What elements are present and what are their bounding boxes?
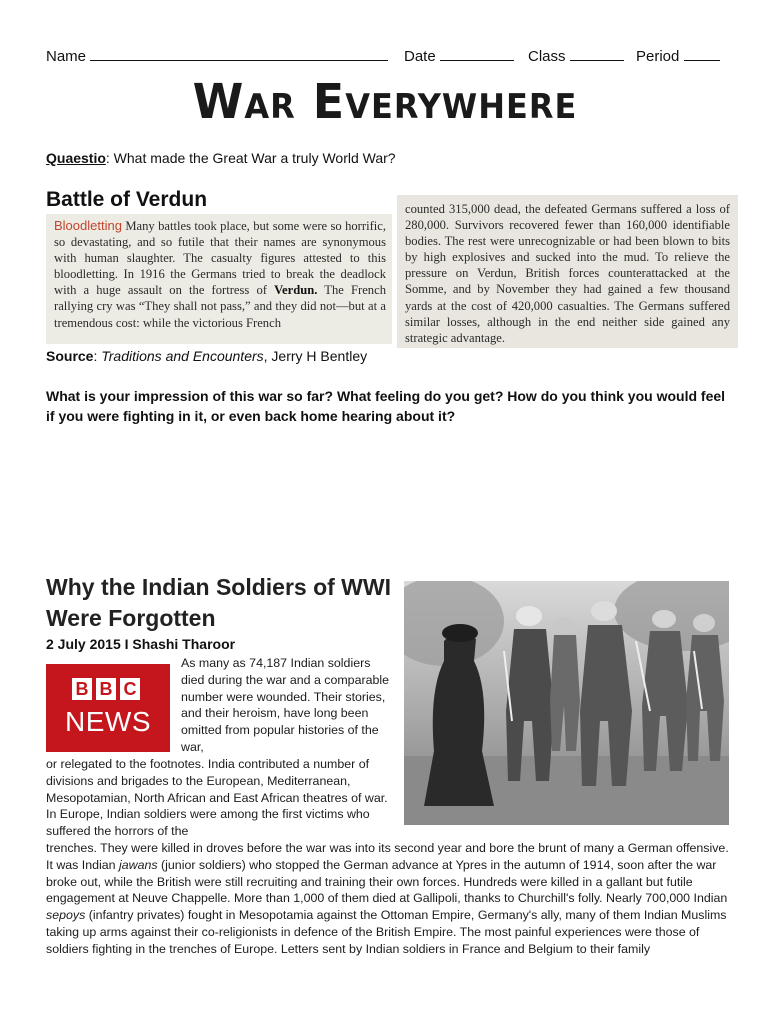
class-field (528, 46, 624, 65)
page-title: War Everywhere (192, 72, 578, 130)
article-paragraph-1: As many as 74,187 Indian soldiers died during the war and a comparable number were wounded. Their stories, and their heroism, have long been omitted from popular histories of the war, (181, 656, 390, 754)
article-paragraph-3 (46, 840, 731, 958)
indian-soldiers-photo (404, 581, 729, 825)
textbook-excerpt-right: counted 315,000 dead, the defeated Germans suffered a loss of 280,000. Survivors recovered fewer than 160,000 identifiable bodies. The rest were unrecognizable or had been blown to bits by high explosives and sucked into the mud. To relieve the pressure on Verdun, British forces counterattacked at the Somme, and by November they had gained a few thousand yards at the cost of 420,000 casualties. The Germans suffered similar losses, although in the end neither side gained any strategic advantage. (397, 195, 738, 348)
name-blank[interactable] (90, 46, 388, 61)
date-label: Date (404, 48, 436, 65)
bbc-logo-letter: B (96, 678, 116, 700)
para-3-text-a: trenches. They were killed in droves before the war was into its second year and bore the brunt of many a German offensive. It was Indian (46, 841, 729, 872)
bloodletting-keyword: Bloodletting (54, 218, 122, 233)
article-byline: 2 July 2015 I Shashi Tharoor (46, 636, 236, 652)
bbc-logo-letter: B (72, 678, 92, 700)
source-citation (46, 348, 367, 364)
date-field (404, 46, 514, 65)
source-colon: : (93, 348, 102, 364)
quaestio (46, 150, 396, 166)
class-label: Class (528, 48, 566, 65)
period-blank[interactable] (684, 46, 720, 61)
verdun-heading: Battle of Verdun (46, 188, 208, 211)
quaestio-label: Quaestio (46, 150, 106, 166)
impression-question: What is your impression of this war so far? What feeling do you get? How do you think you would feel if you were fighting in it, or even back home hearing about it? (46, 388, 726, 424)
soldiers-photo-illustration (404, 581, 729, 825)
bbc-logo-news: NEWS (65, 706, 151, 737)
article-paragraph-2: or relegated to the footnotes. India contributed a number of divisions and brigades to the European, Mediterranean, Mesopotamian, North African and East African theatres of war. In Europe, Indian soldiers were among the first victims who suffered the horrors of the (46, 757, 388, 839)
class-blank[interactable] (570, 46, 624, 61)
period-field (636, 46, 720, 65)
source-label: Source (46, 348, 94, 364)
period-label: Period (636, 48, 680, 65)
sepoys-term: sepoys (46, 908, 86, 923)
bbc-news-logo (46, 664, 170, 752)
excerpt-left-text-2: The French rallying cry was “They shall not pass,” and they did not—but at a tremendous cost: while the victorious French (54, 283, 386, 330)
date-blank[interactable] (440, 46, 514, 61)
quaestio-text: : What made the Great War a truly World War? (105, 150, 396, 166)
name-label: Name (46, 48, 87, 65)
verdun-bold: Verdun. (274, 283, 318, 298)
para-3-text-b: (junior soldiers) who stopped the German advance at Ypres in the autumn of 1914, soon after the war broke out, while the British were still recruiting and training their own forces. Hundreds were killed in a gallant but futile engagement at Neuve Chappelle. More than 1,000 of them died at Gallipoli, thanks to Churchill's folly. Nearly 700,000 Indian (46, 857, 728, 906)
bbc-logo-letter: C (120, 678, 140, 700)
name-field (46, 46, 388, 65)
para-3-text-c: (infantry privates) fought in Mesopotamia against the Ottoman Empire, Germany's ally, many of them Indian Muslims taking up arms against their co-religionists in defence of the British Empire. The most painful experiences were those of soldiers fighting in the trenches of Europe. Letters sent by Indian soldiers in France and Belgium to their family (46, 908, 727, 956)
source-title: Traditions and Encounters (101, 348, 264, 364)
source-author: , Jerry H Bentley (263, 348, 368, 364)
jawans-term: jawans (119, 857, 158, 872)
excerpt-left-text-1: Many battles took place, but some were so horrific, so devastating, and so futile that their names are synonymous with human slaughter. The casualty figures attested to this bloodletting. In 1916 the Germans tried to break the deadlock with a huge assault on the fortress of (54, 219, 386, 298)
article-heading: Why the Indian Soldiers of WWI Were Forgotten (46, 574, 391, 631)
textbook-excerpt-left (46, 214, 392, 344)
